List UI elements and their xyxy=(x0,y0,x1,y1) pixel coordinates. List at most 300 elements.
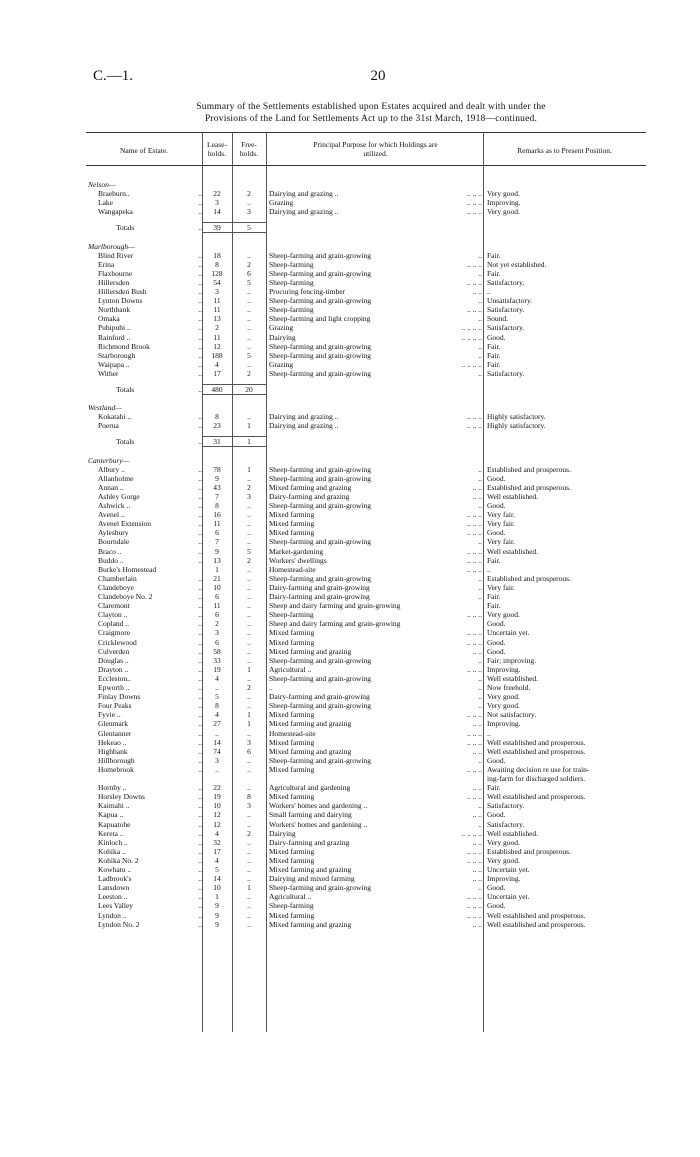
leaseholds-value: 21 xyxy=(213,573,221,583)
leaseholds-value: 4 xyxy=(215,359,219,369)
leader-dots: .. xyxy=(198,746,202,756)
freeholds-value: .. xyxy=(247,646,251,656)
leaseholds-value: 22 xyxy=(213,189,221,199)
table-row xyxy=(86,592,646,601)
freeholds-value: 2 xyxy=(247,482,251,492)
leader-dots: .. xyxy=(198,792,202,802)
table-row xyxy=(86,412,646,421)
table-row xyxy=(86,701,646,710)
estate-name: Douglas .. xyxy=(98,655,129,665)
leader-dots: .. xyxy=(478,883,482,893)
leader-dots: .. xyxy=(478,473,482,483)
leader-dots: .. xyxy=(198,296,202,306)
leader-dots: .. xyxy=(198,519,202,529)
estate-name: Ashwick .. xyxy=(98,501,131,510)
header-purpose-line-2: utilized. xyxy=(363,149,388,158)
title-line-2: Provisions of the Land for Settlements Act up to the 31st March, 1918—continued. xyxy=(204,114,538,124)
leader-dots: .. xyxy=(198,314,202,324)
remarks-text: Satisfactory. xyxy=(487,819,525,829)
freeholds-value: .. xyxy=(247,305,251,315)
table-row xyxy=(86,638,646,647)
estate-name: Clandeboye xyxy=(98,582,134,592)
leaseholds-value: 43 xyxy=(213,482,221,492)
leader-dots: .. xyxy=(198,655,202,665)
table-row xyxy=(86,856,646,865)
leaseholds-value: 27 xyxy=(213,719,221,729)
leader-dots: .. xyxy=(198,601,202,611)
remarks-text: Fair. xyxy=(487,268,501,278)
leader-dots: .. xyxy=(198,828,202,838)
estate-name: Northbank xyxy=(98,305,131,315)
leader-dots: .. .. .. .. xyxy=(461,332,482,342)
leader-dots: .. .. .. xyxy=(467,737,482,747)
leader-dots: .. .. .. xyxy=(467,637,482,647)
header-bottom-rule xyxy=(86,165,646,166)
freeholds-value: .. xyxy=(247,865,251,874)
leader-dots: .. xyxy=(198,287,202,296)
freeholds-value: .. xyxy=(247,764,251,774)
leader-dots: .. xyxy=(478,350,482,360)
freeholds-value: .. xyxy=(247,582,251,592)
leader-dots: .. .. xyxy=(472,919,482,929)
leader-dots: .. .. xyxy=(472,482,482,492)
totals-row xyxy=(86,385,646,394)
freeholds-value: .. xyxy=(247,892,251,902)
leader-dots: .. xyxy=(198,846,202,856)
estate-name: Hornby .. xyxy=(98,783,127,793)
leaseholds-value: .. xyxy=(215,683,219,692)
remarks-text: Good. xyxy=(487,646,506,656)
leader-dots: .. xyxy=(478,341,482,351)
purpose-text: Dairying and grazing .. xyxy=(269,421,339,431)
freeholds-value: 2 xyxy=(247,368,251,378)
remarks-text: Satisfactory. xyxy=(487,368,525,378)
leaseholds-value: 6 xyxy=(215,592,219,601)
table-row xyxy=(86,360,646,369)
freeholds-value: .. xyxy=(247,692,251,702)
page-number: 20 xyxy=(370,68,386,84)
estate-name: Kokatahi .. xyxy=(98,412,132,422)
leader-dots: .. .. .. xyxy=(467,421,482,431)
estate-name: Homebrook xyxy=(98,764,134,774)
leader-dots: .. .. xyxy=(472,874,482,884)
remarks-text: Satisfactory. xyxy=(487,305,525,315)
leader-dots: .. xyxy=(198,646,202,656)
leaseholds-value: 32 xyxy=(213,837,221,847)
leader-dots: .. xyxy=(198,421,202,431)
leaseholds-value: 8 xyxy=(215,412,219,422)
purpose-text: Mixed farming and grazing xyxy=(269,746,352,756)
purpose-text: Grazing xyxy=(269,198,294,208)
freeholds-value: .. xyxy=(247,323,251,333)
leader-dots: .. xyxy=(198,883,202,893)
freeholds-value: .. xyxy=(247,519,251,529)
leader-dots: .. xyxy=(198,491,202,501)
leaseholds-value: 12 xyxy=(213,341,221,351)
estate-name: Annan .. xyxy=(98,482,124,492)
remarks-text: .. xyxy=(487,287,491,296)
table-row xyxy=(86,278,646,287)
purpose-text: Mixed farming xyxy=(269,910,315,920)
leaseholds-value: 6 xyxy=(215,528,219,538)
estate-name: Puhipuhi .. xyxy=(98,323,131,333)
remarks-text: Fair. xyxy=(487,250,501,260)
estate-name: Blind River xyxy=(98,250,134,260)
estate-name: Lynton Downs xyxy=(98,296,143,306)
leader-dots: .. xyxy=(198,277,202,287)
table-row xyxy=(86,601,646,610)
estate-name: Hillersden xyxy=(98,277,130,287)
leaseholds-value: 9 xyxy=(215,901,219,911)
table-row xyxy=(86,251,646,260)
estate-name: Claremont xyxy=(98,601,130,611)
leaseholds-value: 1 xyxy=(215,892,219,902)
leader-dots: .. xyxy=(198,350,202,360)
estate-name: Richmond Brook xyxy=(98,341,150,351)
table-row xyxy=(86,189,646,198)
remarks-text: Fair. xyxy=(487,359,501,369)
table-row xyxy=(86,528,646,537)
leaseholds-value: 14 xyxy=(213,874,221,884)
estate-name: Craigmore xyxy=(98,628,131,638)
leader-dots: .. xyxy=(198,412,202,422)
remarks-text: Not satisfactory. xyxy=(487,710,537,720)
freeholds-value: 1 xyxy=(232,436,266,447)
leader-dots: .. .. .. xyxy=(467,664,482,674)
remarks-text: Good. xyxy=(487,755,506,765)
remarks-text: Very good. xyxy=(487,189,520,199)
leaseholds-value: 4 xyxy=(215,673,219,683)
purpose-text: Sheep-farming and grain-growing xyxy=(269,573,372,583)
purpose-text: Sheep-farming xyxy=(269,305,314,315)
freeholds-value: 3 xyxy=(247,491,251,501)
leaseholds-value: 11 xyxy=(213,296,221,306)
remarks-text: Fair; improving. xyxy=(487,655,537,665)
leader-dots: .. .. .. xyxy=(467,259,482,269)
purpose-text: Grazing xyxy=(269,359,294,369)
table-row xyxy=(86,647,646,656)
leaseholds-value: .. xyxy=(215,764,219,774)
table-row xyxy=(86,883,646,892)
leader-dots: .. .. .. xyxy=(467,207,482,217)
leader-dots: .. xyxy=(198,573,202,583)
remarks-text: Well established and prosperous. xyxy=(487,919,586,929)
table-row xyxy=(86,920,646,929)
leader-dots: .. .. .. xyxy=(467,305,482,315)
leader-dots: .. xyxy=(198,189,202,199)
estate-name: Hillborough xyxy=(98,755,135,765)
freeholds-value: 5 xyxy=(247,350,251,360)
leaseholds-value: 6 xyxy=(215,637,219,647)
leader-dots: .. .. xyxy=(472,746,482,756)
table-row xyxy=(86,847,646,856)
leader-dots: .. xyxy=(198,437,202,447)
freeholds-value: 3 xyxy=(247,801,251,811)
freeholds-value: .. xyxy=(247,473,251,483)
estate-name: Albury .. xyxy=(98,464,125,474)
table-row xyxy=(86,474,646,483)
table-row xyxy=(86,574,646,583)
remarks-text: Unsatisfactory. xyxy=(487,296,533,306)
freeholds-value: .. xyxy=(247,198,251,208)
remarks-text: Good. xyxy=(487,901,506,911)
leader-dots: .. xyxy=(198,755,202,765)
leaseholds-value: 54 xyxy=(213,277,221,287)
table-row xyxy=(86,656,646,665)
freeholds-value: 5 xyxy=(232,222,266,233)
leader-dots: .. xyxy=(478,582,482,592)
purpose-text: Agricultural .. xyxy=(269,892,312,902)
remarks-text: Satisfactory. xyxy=(487,801,525,811)
table-row xyxy=(86,674,646,683)
table-row xyxy=(86,207,646,216)
leader-dots: .. xyxy=(198,501,202,510)
title-line-1: Summary of the Settlements established upon Estates acquired and dealt with under the xyxy=(196,102,546,112)
remarks-text: Good. xyxy=(487,883,506,893)
leader-dots: .. xyxy=(198,207,202,217)
freeholds-value: .. xyxy=(247,359,251,369)
table-row xyxy=(86,874,646,883)
leaseholds-value: 17 xyxy=(213,368,221,378)
remarks-text: Now freehold. xyxy=(487,683,531,692)
estate-name: Kaimahi .. xyxy=(98,801,130,811)
table-row xyxy=(86,483,646,492)
estate-name: Highbank xyxy=(98,746,128,756)
leaseholds-value: 8 xyxy=(215,701,219,711)
estate-name: Kohika No. 2 xyxy=(98,855,139,865)
estate-name: Leeston .. xyxy=(98,892,128,902)
purpose-text: Sheep and dairy farming and grain-growing xyxy=(269,601,401,611)
purpose-text: Mixed farming xyxy=(269,764,315,774)
remarks-text: Good. xyxy=(487,332,506,342)
purpose-text: Mixed farming and grazing xyxy=(269,719,352,729)
remarks-text: Not yet established. xyxy=(487,259,547,269)
table-row xyxy=(86,829,646,838)
purpose-text: Mixed farming and grazing xyxy=(269,865,352,874)
remarks-text: Highly satisfactory. xyxy=(487,412,546,422)
remarks-text: Established and prosperous. xyxy=(487,464,571,474)
freeholds-value: 2 xyxy=(247,555,251,565)
leader-dots: .. .. .. xyxy=(467,710,482,720)
header-leaseholds-line-1: Lease- xyxy=(207,140,227,149)
freeholds-value: .. xyxy=(247,673,251,683)
freeholds-value: .. xyxy=(247,332,251,342)
leader-dots: .. xyxy=(198,919,202,929)
freeholds-value: 5 xyxy=(247,277,251,287)
leader-dots: .. xyxy=(198,259,202,269)
leaseholds-value: 22 xyxy=(213,783,221,793)
purpose-text: Sheep-farming and light cropping xyxy=(269,314,371,324)
leader-dots: .. xyxy=(198,728,202,738)
estate-name: Copland .. xyxy=(98,619,130,629)
leaseholds-value: 9 xyxy=(215,546,219,556)
estate-name: Horsley Downs xyxy=(98,792,145,802)
purpose-text: Sheep-farming and grain-growing xyxy=(269,755,372,765)
estate-name: Clandeboye No. 2 xyxy=(98,592,153,601)
freeholds-value: .. xyxy=(247,501,251,510)
freeholds-value: .. xyxy=(247,412,251,422)
header-purpose-line-1: Principal Purpose for which Holdings are xyxy=(313,140,438,149)
table-row xyxy=(86,369,646,378)
table-row xyxy=(86,665,646,674)
freeholds-value: .. xyxy=(247,610,251,620)
purpose-text: Dairying and grazing .. xyxy=(269,189,339,199)
leaseholds-value: 4 xyxy=(215,828,219,838)
table-row xyxy=(86,351,646,360)
leader-dots: .. .. .. xyxy=(467,546,482,556)
leaseholds-value: 18 xyxy=(213,250,221,260)
estate-name: Allanholme xyxy=(98,473,134,483)
table-row xyxy=(86,342,646,351)
freeholds-value: .. xyxy=(247,619,251,629)
leaseholds-value: 14 xyxy=(213,207,221,217)
table-row xyxy=(86,501,646,510)
leaseholds-value: 10 xyxy=(213,883,221,893)
purpose-text: Sheep-farming and grain-growing xyxy=(269,368,372,378)
estate-name: Starborough xyxy=(98,350,136,360)
estate-name: Erina xyxy=(98,259,115,269)
table-row xyxy=(86,710,646,719)
leaseholds-value: 3 xyxy=(215,628,219,638)
leader-dots: .. .. .. xyxy=(467,846,482,856)
remarks-text: Improving. xyxy=(487,664,521,674)
purpose-text: Dairying and mixed farming xyxy=(269,874,355,884)
table-row xyxy=(86,801,646,810)
table-row xyxy=(86,865,646,874)
leader-dots: .. .. .. xyxy=(467,564,482,574)
remarks-text: Improving. xyxy=(487,719,521,729)
leader-dots: .. .. .. xyxy=(467,510,482,520)
freeholds-value: 1 xyxy=(247,464,251,474)
estate-name: Eccleston.. xyxy=(98,673,131,683)
estate-name: Rainford .. xyxy=(98,332,131,342)
purpose-text: Sheep-farming xyxy=(269,610,314,620)
remarks-text: Improving. xyxy=(487,874,521,884)
leaseholds-value: 5 xyxy=(215,692,219,702)
leader-dots: .. xyxy=(198,305,202,315)
header-leaseholds-line-2: holds. xyxy=(207,149,227,158)
leader-dots: .. xyxy=(198,619,202,629)
freeholds-value: .. xyxy=(247,628,251,638)
leader-dots: .. xyxy=(198,464,202,474)
table-row xyxy=(86,537,646,546)
table-row xyxy=(86,547,646,556)
totals-row xyxy=(86,437,646,446)
estate-name: Canterbury— xyxy=(88,455,130,465)
purpose-text: Market-gardening xyxy=(269,546,324,556)
purpose-text: Sheep-farming and grain-growing xyxy=(269,501,372,510)
purpose-text: Mixed farming and grazing xyxy=(269,482,352,492)
freeholds-value: .. xyxy=(247,287,251,296)
table-row xyxy=(86,333,646,342)
remarks-text: Established and prosperous. xyxy=(487,846,571,856)
leader-dots: .. xyxy=(198,683,202,692)
leader-dots: .. xyxy=(198,892,202,902)
freeholds-value: .. xyxy=(247,728,251,738)
freeholds-value: .. xyxy=(247,537,251,547)
table-row xyxy=(86,610,646,619)
leaseholds-value: 7 xyxy=(215,537,219,547)
leader-dots: .. .. .. .. xyxy=(461,323,482,333)
leader-dots: .. .. .. xyxy=(467,412,482,422)
estate-name: Ladbrook's xyxy=(98,874,132,884)
table-row xyxy=(86,911,646,920)
estate-name: Hekeao .. xyxy=(98,737,127,747)
remarks-text: Good. xyxy=(487,810,506,820)
estate-name: Totals xyxy=(116,437,135,447)
leader-dots: .. .. .. xyxy=(467,910,482,920)
purpose-text: Sheep-farming xyxy=(269,901,314,911)
leaseholds-value: 10 xyxy=(213,801,221,811)
freeholds-value: 2 xyxy=(247,828,251,838)
estate-name: Aylesbury xyxy=(98,528,129,538)
estate-name: Buddo .. xyxy=(98,555,124,565)
table-row xyxy=(86,583,646,592)
leader-dots: .. xyxy=(198,268,202,278)
leaseholds-value: 19 xyxy=(213,792,221,802)
table-row xyxy=(86,519,646,528)
leader-dots: .. xyxy=(198,837,202,847)
freeholds-value: .. xyxy=(247,810,251,820)
leader-dots: .. xyxy=(478,592,482,601)
purpose-text: Sheep-farming and grain-growing xyxy=(269,350,372,360)
estate-name: Totals xyxy=(116,385,135,394)
estate-name: Wither xyxy=(98,368,119,378)
leader-dots: .. xyxy=(198,865,202,874)
estate-name: Nelson— xyxy=(88,180,116,189)
leader-dots: .. xyxy=(198,537,202,547)
leader-dots: .. xyxy=(198,637,202,647)
estate-name: Omaka xyxy=(98,314,120,324)
table-row xyxy=(86,692,646,701)
region-heading xyxy=(86,180,646,189)
purpose-text: Dairying and grazing .. xyxy=(269,412,339,422)
purpose-text: Mixed farming xyxy=(269,510,315,520)
purpose-text: Mixed farming xyxy=(269,637,315,647)
leader-dots: .. .. .. xyxy=(467,792,482,802)
estate-name: Glentanner xyxy=(98,728,132,738)
freeholds-value: .. xyxy=(247,314,251,324)
freeholds-value: .. xyxy=(247,601,251,611)
table-row xyxy=(86,765,646,774)
freeholds-value: .. xyxy=(247,637,251,647)
freeholds-value: 6 xyxy=(247,268,251,278)
remarks-text: Good. xyxy=(487,619,506,629)
table-row xyxy=(86,619,646,628)
leaseholds-value: 17 xyxy=(213,846,221,856)
leader-dots: .. xyxy=(478,755,482,765)
freeholds-value: 1 xyxy=(247,421,251,431)
remarks-text: Very fair. xyxy=(487,510,515,520)
estate-name: Wangapeka xyxy=(98,207,133,217)
leader-dots: .. xyxy=(198,764,202,774)
freeholds-value: 1 xyxy=(247,710,251,720)
remarks-text: Well established. xyxy=(487,673,539,683)
remarks-text: Well established and prosperous. xyxy=(487,792,586,802)
leader-dots: .. xyxy=(198,332,202,342)
leaseholds-value: 12 xyxy=(213,810,221,820)
estate-name: Drayton .. xyxy=(98,664,129,674)
leader-dots: .. xyxy=(198,473,202,483)
estate-name: Cricklewood xyxy=(98,637,137,647)
remarks-text: Good. xyxy=(487,501,506,510)
leaseholds-value: 33 xyxy=(213,655,221,665)
leaseholds-value: 10 xyxy=(213,582,221,592)
purpose-text: Sheep and dairy farming and grain-growing xyxy=(269,619,401,629)
estate-name: Finlay Downs xyxy=(98,692,141,702)
purpose-text: Workers' homes and gardening .. xyxy=(269,801,368,811)
leader-dots: .. xyxy=(478,683,482,692)
